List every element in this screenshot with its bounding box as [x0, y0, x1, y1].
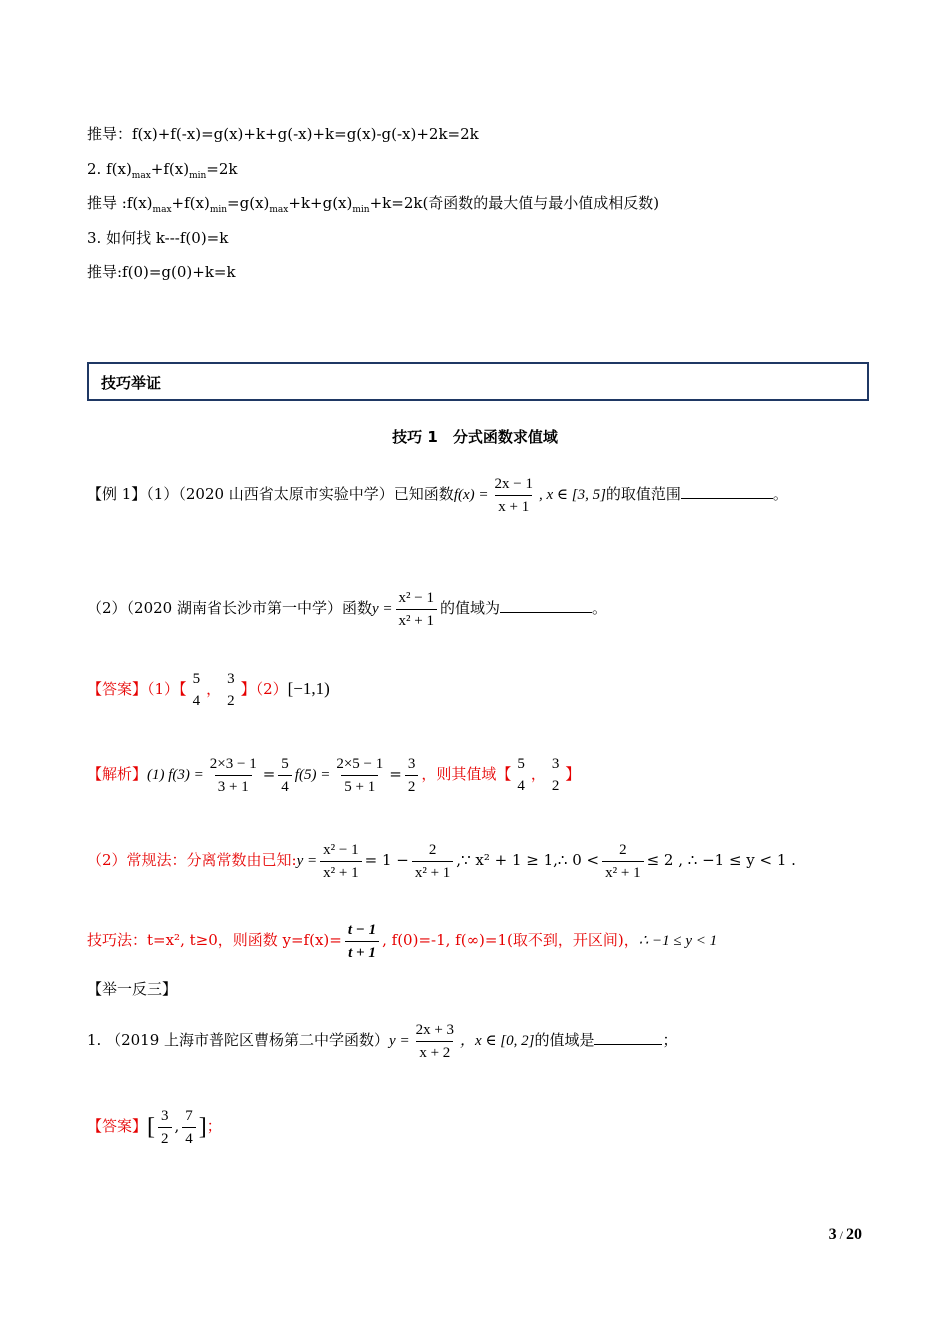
- current-page: 3: [828, 1226, 837, 1243]
- text: 。: [772, 485, 788, 503]
- subscript: min: [352, 205, 370, 215]
- fraction: [602, 841, 643, 882]
- text: 1. （2019 上海市普陀区曹杨第二中学函数）: [87, 1031, 390, 1049]
- derivation-text: 推导：f(x)+f(-x)=g(x)+k+g(-x)+k=g(x)-g(-x)+2k=2k: [87, 125, 479, 143]
- math-text: y =: [372, 601, 393, 617]
- numerator: 2: [428, 841, 437, 858]
- answer-blank[interactable]: [500, 598, 592, 613]
- fraction: [182, 1107, 196, 1148]
- fraction: [278, 755, 292, 796]
- text: 2. f(x): [87, 160, 132, 178]
- numerator: 3: [227, 671, 235, 687]
- text: 推导:f(0)=g(0)+k=k: [87, 263, 236, 281]
- text: 技巧法：t=x², t≥0，则函数 y=f(x)=: [87, 931, 342, 949]
- text: +f(x): [150, 160, 190, 178]
- math-text: [−1,1): [287, 679, 330, 698]
- numerator: 5: [517, 756, 525, 772]
- denominator: 4: [182, 1127, 196, 1148]
- text: , f(0)=-1, f(∞)=1(取不到，开区间)，: [382, 931, 639, 949]
- page-number: [829, 1226, 862, 1244]
- text: =: [262, 765, 276, 783]
- numerator: x² − 1: [323, 841, 359, 858]
- math-text: , x ∈ [3, 5]: [538, 487, 606, 503]
- text: ≤ 2 , ∴ −1 ≤ y < 1 .: [646, 851, 796, 869]
- denominator: x² + 1: [602, 861, 643, 882]
- example-1-part-2: [87, 584, 607, 633]
- numerator: x² − 1: [398, 589, 434, 606]
- section-header-box: [87, 362, 869, 401]
- fraction: [549, 755, 563, 795]
- fraction: [413, 1021, 457, 1062]
- technique-title: 技巧 1 分式函数求值域: [392, 428, 558, 446]
- practice-title: [87, 979, 177, 999]
- text: ；: [206, 1117, 222, 1135]
- fraction: [492, 475, 536, 516]
- analysis-label: 【解析】: [87, 765, 148, 783]
- fraction: [396, 589, 437, 630]
- fraction: [224, 670, 238, 710]
- page-separator: /: [836, 1228, 846, 1242]
- practice-answer-1: [87, 1098, 222, 1155]
- denominator: 2: [227, 693, 235, 709]
- math-text: (1) f(3) =: [147, 767, 204, 783]
- denominator: x + 1: [495, 495, 532, 516]
- numerator: 3: [407, 755, 416, 772]
- text: 的值域是: [534, 1031, 595, 1049]
- subscript: max: [131, 171, 151, 181]
- denominator: x² + 1: [320, 861, 361, 882]
- fraction: [333, 755, 386, 796]
- text: （2）常规法：分离常数由已知:: [87, 851, 297, 869]
- subscript: min: [189, 171, 207, 181]
- numerator: 2×3 − 1: [209, 755, 257, 772]
- text: = 1 −: [364, 851, 409, 869]
- math-text: ∴ −1 ≤ y < 1: [638, 933, 718, 949]
- numerator: 5: [192, 671, 201, 687]
- subscript: max: [152, 205, 172, 215]
- comma: ,: [174, 1117, 180, 1135]
- derivation-line-4: [87, 228, 228, 248]
- answer-blank[interactable]: [681, 484, 773, 499]
- denominator: 4: [517, 778, 525, 794]
- text: =g(x): [227, 194, 270, 212]
- numerator: 2x − 1: [494, 475, 533, 492]
- text: ,∵ x² + 1 ≥ 1,∴ 0 <: [456, 851, 600, 869]
- denominator: 4: [278, 775, 292, 796]
- text: +k+g(x): [288, 194, 353, 212]
- denominator: x² + 1: [396, 609, 437, 630]
- text: ；: [662, 1031, 678, 1049]
- fraction: [207, 755, 260, 796]
- math-text: y =: [296, 853, 318, 869]
- analysis-trick: [87, 916, 717, 965]
- numerator: 3: [551, 756, 560, 772]
- fraction: [158, 1107, 172, 1148]
- practice-question-1: [87, 1016, 678, 1065]
- numerator: 3: [161, 1107, 169, 1124]
- denominator: 2: [158, 1127, 172, 1148]
- math-text: f(5) =: [294, 767, 331, 783]
- derivation-line-1: [87, 124, 479, 144]
- math-text: y =: [389, 1033, 410, 1049]
- fraction: [412, 841, 453, 882]
- text: 的值域为: [440, 599, 501, 617]
- text: =2k: [206, 160, 238, 178]
- text: =: [389, 765, 402, 783]
- answer-blank[interactable]: [594, 1030, 662, 1045]
- numerator: 5: [281, 755, 289, 772]
- answer-1: [87, 665, 330, 713]
- numerator: 2×5 − 1: [336, 755, 384, 772]
- numerator: t − 1: [347, 921, 377, 938]
- denominator: 4: [192, 693, 201, 709]
- fraction: [514, 755, 528, 795]
- text: 【例 1】（1）（2020 山西省太原市实验中学）已知函数: [87, 485, 454, 503]
- text: +k=2k(奇函数的最大值与最小值成相反数): [369, 194, 660, 212]
- text: 。: [592, 599, 608, 617]
- derivation-line-5: [87, 262, 236, 282]
- text: +f(x): [171, 194, 210, 212]
- answer-label: 【答案】: [87, 1117, 148, 1135]
- denominator: x + 2: [416, 1041, 453, 1062]
- text: 】（2）: [240, 680, 288, 698]
- math-text: f(x) =: [453, 487, 489, 503]
- text: 【举一反三】: [87, 980, 178, 998]
- fraction: [190, 670, 204, 710]
- text: ，: [530, 765, 546, 783]
- denominator: 2: [551, 778, 560, 794]
- denominator: t + 1: [345, 941, 379, 962]
- left-bracket: [: [147, 1114, 156, 1140]
- fraction: [345, 921, 379, 962]
- denominator: 3 + 1: [215, 775, 252, 796]
- fraction: [320, 841, 361, 882]
- text: 推导 :f(x): [87, 194, 153, 212]
- text: 3. 如何找 k---f(0)=k: [87, 229, 229, 247]
- text: （2）（2020 湖南省长沙市第一中学）函数: [87, 599, 372, 617]
- fraction: [405, 755, 419, 796]
- text: ，则其值域【: [421, 765, 512, 783]
- analysis-2: [87, 836, 796, 885]
- numerator: 2x + 3: [415, 1021, 455, 1038]
- subscript: max: [269, 205, 289, 215]
- numerator: 7: [185, 1107, 193, 1124]
- answer-label: 【答案】: [87, 680, 148, 698]
- text: ，: [206, 680, 222, 698]
- derivation-line-3: [87, 193, 659, 220]
- analysis-1: [87, 750, 580, 799]
- text: 的取值范围: [605, 485, 681, 503]
- denominator: x² + 1: [412, 861, 453, 882]
- right-bracket: ]: [198, 1114, 207, 1140]
- text: （1）【: [147, 680, 187, 698]
- subscript: min: [209, 205, 228, 215]
- math-text: ，x ∈ [0, 2]: [460, 1033, 535, 1049]
- derivation-line-2: [87, 159, 238, 186]
- example-1-part-1: [87, 470, 788, 519]
- text: 】: [565, 765, 581, 783]
- total-pages: 20: [846, 1226, 862, 1243]
- denominator: 2: [405, 775, 419, 796]
- section-title: 技巧举证: [101, 374, 162, 392]
- numerator: 2: [619, 841, 627, 858]
- denominator: 5 + 1: [341, 775, 378, 796]
